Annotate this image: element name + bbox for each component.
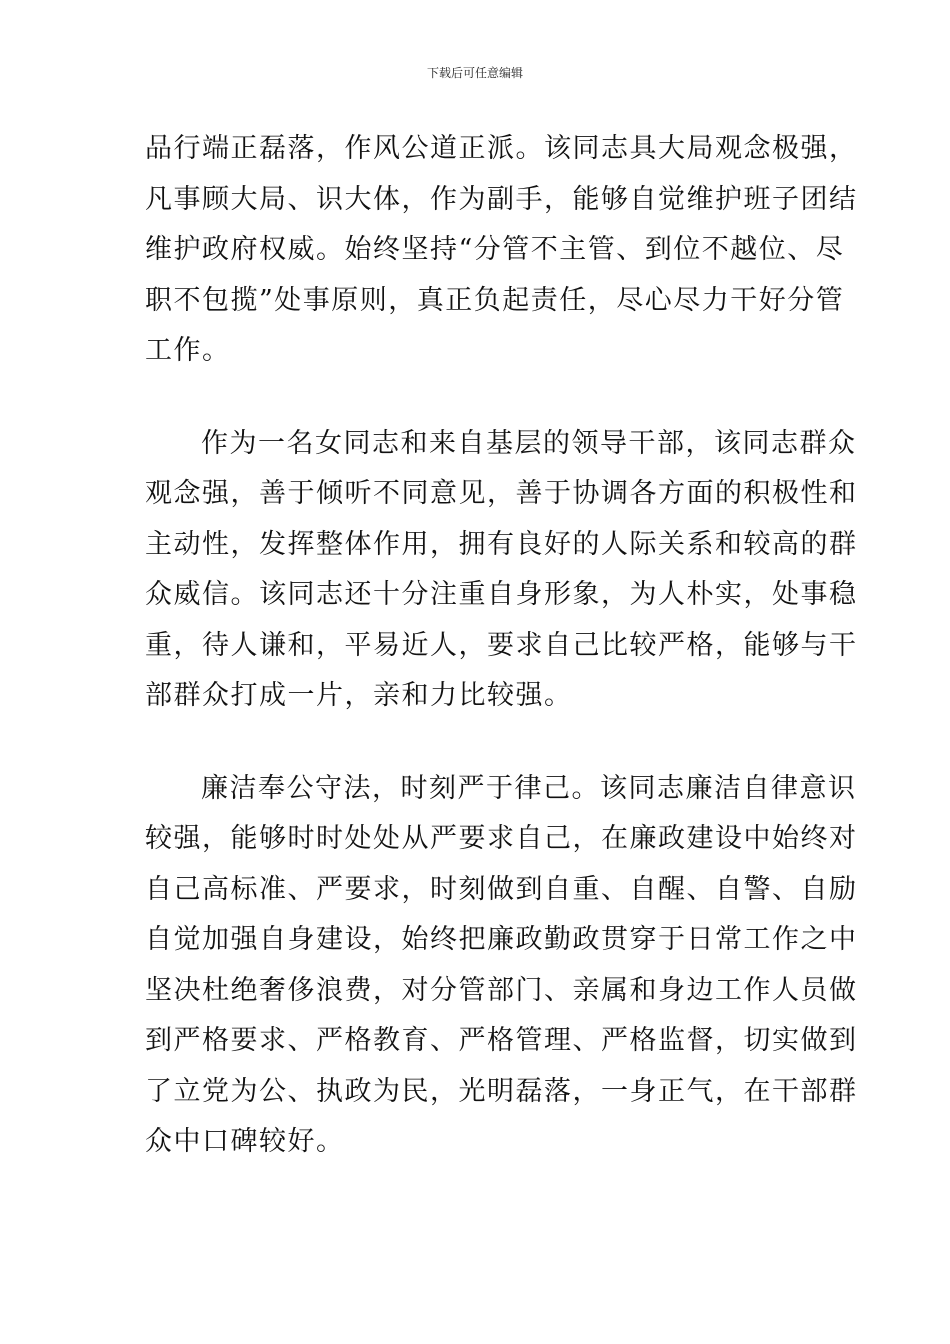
- paragraph-2: [145, 419, 858, 722]
- paragraph-line: 部群众打成一片，亲和力比较强。: [145, 680, 573, 711]
- paragraph-line: 众中口碑较好。: [145, 1126, 345, 1157]
- paragraph-line: 凡事顾大局、识大体，作为副手，能够自觉维护班子团结: [145, 183, 858, 215]
- document-body: [145, 124, 858, 1168]
- paragraph-line: 工作。: [145, 335, 231, 366]
- paragraph-spacer: [145, 377, 810, 419]
- paragraph-line: 较强，能够时时处处从严要求自己，在廉政建设中始终对: [145, 823, 858, 854]
- paragraph-spacer: [145, 722, 810, 764]
- paragraph-line: 职不包揽”处事原则，真正负起责任，尽心尽力干好分管: [145, 284, 845, 316]
- paragraph-line: 自觉加强自身建设，始终把廉政勤政贯穿于日常工作之中: [145, 924, 858, 955]
- paragraph-line: 了立党为公、执政为民，光明磊落，一身正气，在干部群: [145, 1075, 858, 1107]
- paragraph-line: 维护政府权威。始终坚持“分管不主管、到位不越位、尽: [145, 234, 845, 265]
- paragraph-line: 品行端正磊落，作风公道正派。该同志具大局观念极强，: [145, 133, 858, 164]
- paragraph-3: [145, 764, 858, 1168]
- paragraph-line: 自己高标准、严要求，时刻做到自重、自醒、自警、自励: [145, 873, 858, 905]
- paragraph-line: 到严格要求、严格教育、严格管理、严格监督，切实做到: [145, 1025, 858, 1056]
- paragraph-1: [145, 124, 858, 377]
- paragraph-line: 主动性，发挥整体作用，拥有良好的人际关系和较高的群: [145, 528, 858, 560]
- page-header: 下载后可任意编辑: [426, 66, 523, 80]
- paragraph-line: 众威信。该同志还十分注重自身形象，为人朴实，处事稳: [145, 579, 858, 610]
- paragraph-line: 重，待人谦和，平易近人，要求自己比较严格，能够与干: [145, 629, 858, 661]
- paragraph-line: 作为一名女同志和来自基层的领导干部，该同志群众: [201, 427, 857, 459]
- paragraph-line: 廉洁奉公守法，时刻严于律己。该同志廉洁自律意识: [201, 772, 857, 804]
- paragraph-line: 观念强，善于倾听不同意见，善于协调各方面的积极性和: [145, 478, 858, 509]
- paragraph-line: 坚决杜绝奢侈浪费，对分管部门、亲属和身边工作人员做: [145, 974, 858, 1006]
